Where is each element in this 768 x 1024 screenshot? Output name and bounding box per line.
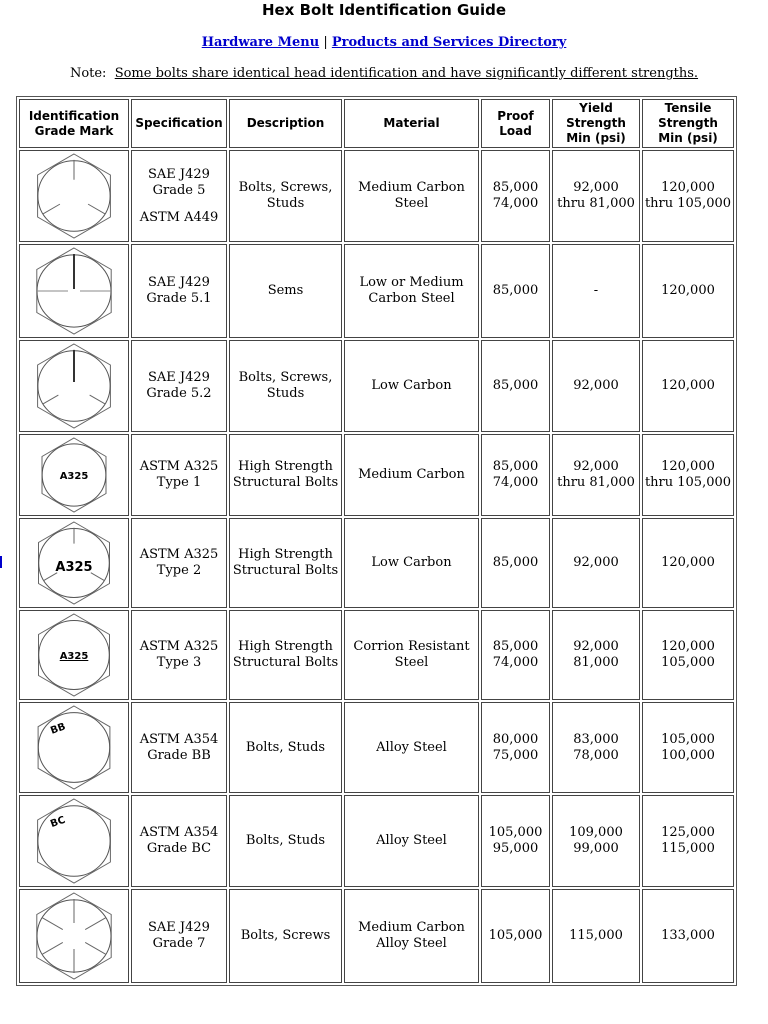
description-cell: High Strength Structural Bolts: [229, 518, 342, 608]
grade-mark-cell: [19, 889, 129, 983]
tensile-strength-cell: 105,000 100,000: [642, 702, 734, 793]
proof-load-cell: 85,000: [481, 340, 550, 432]
grade-mark-cell: [19, 702, 129, 793]
material-cell: Low Carbon: [344, 340, 479, 432]
yield-strength-cell: 92,000 thru 81,000: [552, 434, 640, 516]
header-grade-mark: Identification Grade Mark: [19, 99, 129, 148]
grade-mark-cell: [19, 150, 129, 242]
page-title: Hex Bolt Identification Guide: [261, 1, 507, 19]
nav-separator: |: [319, 35, 332, 50]
material-cell: Medium Carbon: [344, 434, 479, 516]
tensile-strength-cell: 120,000: [642, 244, 734, 338]
bolt-head-icon: [22, 435, 126, 515]
header-tensile-strength: Tensile Strength Min (psi): [642, 99, 734, 148]
hex-outline: [38, 799, 111, 883]
tensile-strength-cell: 120,000: [642, 340, 734, 432]
washer-face: [38, 806, 110, 877]
hex-outline: [38, 706, 110, 789]
spec-line: ASTM A325: [139, 459, 219, 474]
yield-strength-cell: 109,000 99,000: [552, 795, 640, 887]
table-row: [19, 889, 734, 983]
material-cell: Medium Carbon Steel: [344, 150, 479, 242]
spec-line: SAE J429: [148, 920, 210, 935]
products-directory-link[interactable]: Products and Services Directory: [331, 35, 567, 50]
left-edge-link-fragment: [0, 556, 5, 568]
spec-line: ASTM A325: [139, 547, 219, 562]
header-description: Description: [229, 99, 342, 148]
grade-mark-text: BC: [49, 814, 67, 831]
proof-load-cell: 85,000 74,000: [481, 610, 550, 700]
description-cell: High Strength Structural Bolts: [229, 434, 342, 516]
description-cell: High Strength Structural Bolts: [229, 610, 342, 700]
specification-cell: [131, 795, 227, 887]
table-row: [19, 518, 734, 608]
description-cell: Bolts, Studs: [229, 702, 342, 793]
bolt-head-icon: [22, 341, 126, 431]
grade-mark-cell: [19, 610, 129, 700]
bolt-head-icon: [22, 151, 126, 241]
spec-line: Grade BC: [146, 841, 212, 856]
bolt-head-icon: [22, 703, 126, 792]
proof-load-cell: 105,000 95,000: [481, 795, 550, 887]
spec-line: SAE J429: [148, 275, 210, 290]
proof-load-cell: 85,000 74,000: [481, 150, 550, 242]
bolt-head-icon: [22, 519, 126, 607]
header-material: Material: [344, 99, 479, 148]
bolt-head-icon: [22, 245, 126, 337]
proof-load-cell: 80,000 75,000: [481, 702, 550, 793]
table-row: [19, 434, 734, 516]
table-row: [19, 610, 734, 700]
grade-mark-cell: [19, 340, 129, 432]
description-cell: Bolts, Screws, Studs: [229, 150, 342, 242]
specification-cell: [131, 150, 227, 242]
grade-mark-cell: [19, 518, 129, 608]
header-proof-load: Proof Load: [481, 99, 550, 148]
spec-line: SAE J429: [148, 370, 210, 385]
header-yield-strength: Yield Strength Min (psi): [552, 99, 640, 148]
description-cell: Bolts, Screws, Studs: [229, 340, 342, 432]
spec-line: SAE J429: [148, 166, 210, 182]
grade-mark-cell: [19, 244, 129, 338]
yield-strength-cell: 115,000: [552, 889, 640, 983]
spec-line: Grade 5.2: [146, 386, 212, 401]
note-label: Note:: [69, 66, 107, 81]
yield-strength-cell: 92,000: [552, 518, 640, 608]
specification-cell: [131, 340, 227, 432]
material-cell: Alloy Steel: [344, 795, 479, 887]
specification-cell: [131, 518, 227, 608]
bolt-head-icon: [22, 611, 126, 699]
spec-line: Grade 5.1: [146, 291, 212, 306]
material-cell: Low Carbon: [344, 518, 479, 608]
tensile-strength-cell: 120,000 105,000: [642, 610, 734, 700]
table-row: [19, 795, 734, 887]
grade-mark-text: A325: [55, 560, 93, 575]
yield-strength-cell: 92,000 81,000: [552, 610, 640, 700]
table-row: [19, 340, 734, 432]
grade-mark-text: BB: [49, 721, 68, 737]
spec-line: Type 1: [156, 475, 202, 490]
bolt-head-icon: [22, 796, 126, 886]
description-cell: Sems: [229, 244, 342, 338]
note-text: Some bolts share identical head identification and have significantly different strengths.: [114, 66, 699, 81]
grade-mark-cell: [19, 795, 129, 887]
material-cell: Low or Medium Carbon Steel: [344, 244, 479, 338]
yield-strength-cell: 92,000: [552, 340, 640, 432]
spec-line: ASTM A354: [139, 825, 219, 840]
material-cell: Medium Carbon Alloy Steel: [344, 889, 479, 983]
spec-line: Type 2: [156, 563, 202, 578]
yield-strength-cell: 92,000 thru 81,000: [552, 150, 640, 242]
header-row: [19, 99, 734, 148]
material-cell: Alloy Steel: [344, 702, 479, 793]
washer-face: [38, 713, 109, 783]
bolt-head-icon: [22, 890, 126, 982]
header-specification: Specification: [131, 99, 227, 148]
tensile-strength-cell: 120,000: [642, 518, 734, 608]
spec-line: ASTM A354: [139, 731, 219, 747]
spec-line: Grade 7: [152, 936, 206, 951]
grade-mark-text: A325: [59, 471, 89, 482]
proof-load-cell: 85,000: [481, 244, 550, 338]
specification-cell: [131, 244, 227, 338]
proof-load-cell: 105,000: [481, 889, 550, 983]
spec-line: Type 3: [156, 655, 202, 670]
grade-mark-text: A325: [59, 651, 89, 662]
yield-strength-cell: -: [552, 244, 640, 338]
table-row: [19, 150, 734, 242]
material-cell: Corrion Resistant Steel: [344, 610, 479, 700]
table-row: [19, 702, 734, 793]
specification-cell: [131, 434, 227, 516]
description-cell: Bolts, Studs: [229, 795, 342, 887]
tensile-strength-cell: 125,000 115,000: [642, 795, 734, 887]
tensile-strength-cell: 120,000 thru 105,000: [642, 434, 734, 516]
tensile-strength-cell: 120,000 thru 105,000: [642, 150, 734, 242]
hardware-menu-link[interactable]: Hardware Menu: [201, 35, 320, 50]
spec-line: ASTM A449: [139, 209, 219, 225]
proof-load-cell: 85,000: [481, 518, 550, 608]
spec-line: Grade BB: [147, 747, 211, 763]
note: [0, 66, 768, 81]
specification-cell: [131, 610, 227, 700]
spec-line: Grade 5: [152, 182, 206, 198]
grade-mark-cell: [19, 434, 129, 516]
nav-links: [0, 35, 768, 50]
yield-strength-cell: 83,000 78,000: [552, 702, 640, 793]
bolt-identification-table: [16, 96, 737, 986]
tensile-strength-cell: 133,000: [642, 889, 734, 983]
spec-line: ASTM A325: [139, 639, 219, 654]
table-row: [19, 244, 734, 338]
proof-load-cell: 85,000 74,000: [481, 434, 550, 516]
specification-cell: [131, 702, 227, 793]
description-cell: Bolts, Screws: [229, 889, 342, 983]
specification-cell: [131, 889, 227, 983]
